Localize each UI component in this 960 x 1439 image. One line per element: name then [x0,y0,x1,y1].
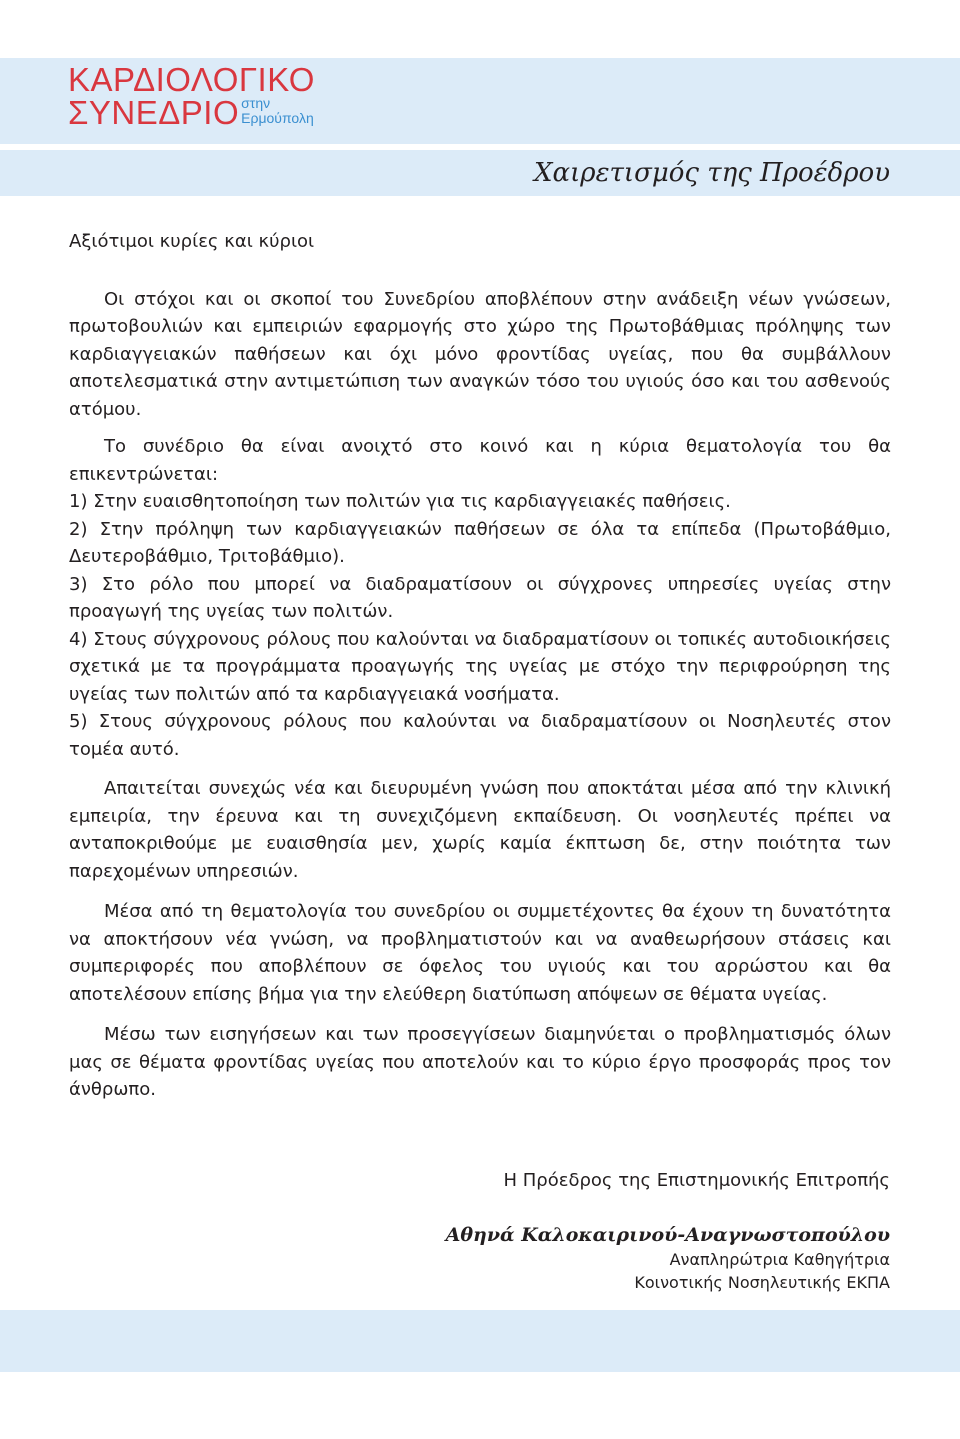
paragraph-4 [69,898,891,1008]
logo-line2: ΣΥΝΕΔΡΙΟ [68,94,240,131]
paragraph-5-text: Μέσω των εισηγήσεων και των προσεγγίσεων διαμηνύεται ο προβληματισμός όλων μας σε θέματα φροντίδας υγείας που αποτελούν και το κύριο έργο προσφοράς προς τον άνθρωπο. [69,1024,891,1100]
list-item: 5) Στους σύγχρονους ρόλους που καλούνται να διαδραματίσουν οι Νοσηλευτές στον τομέα αυτό. [69,711,891,760]
list-item: 1) Στην ευαισθητοποίηση των πολιτών για τις καρδιαγγειακές παθήσεις. [69,491,731,512]
page-title: Χαιρετισμός της Προέδρου [534,158,890,188]
footer-band [0,1310,960,1372]
list-item: 3) Στο ρόλο που μπορεί να διαδραματίσουν οι σύγχρονες υπηρεσίες υγείας στην προαγωγή της υγείας των πολιτών. [69,573,891,622]
greeting: Αξιότιμοι κυρίες και κύριοι [69,231,315,252]
paragraph-2-text: Το συνέδριο θα είναι ανοιχτό στο κοινό και η κύρια θεματολογία του θα επικεντρώνεται: [69,436,891,485]
paragraph-4-text: Μέσα από τη θεματολογία του συνεδρίου οι συμμετέχοντες θα έχουν τη δυνατότητα να αποκτήσουν νέα γνώση, να προβληματιστούν και να αναθεωρήσουν στάσεις και συμπεριφορές που αποβλέπουν σε όφελος του υγιούς και του αρρώστου και θα αποτελέσουν επίσης βήμα για την ελεύθερη διατύπωση απόψεων σε θέματα υγείας. [69,901,891,1005]
logo-location [241,96,314,130]
paragraph-3-text: Απαιτείται συνεχώς νέα και διευρυμένη γνώση που αποκτάται μέσα από την κλινική εμπειρία, την έρευνα και τη συνεχιζόμενη εκπαίδευση. Οι νοσηλευτές πρέπει να ανταποκριθούμε με ευαισθησία μεν, χωρίς καμία έκπτωση δε, στην ποιότητα των παρεχομένων υπηρεσιών. [69,778,891,882]
paragraph-5 [69,1021,891,1104]
paragraph-3 [69,775,891,885]
paragraph-2-intro [69,433,891,488]
list-item: 4) Στους σύγχρονους ρόλους που καλούνται να διαδραματίσουν οι τοπικές αυτοδιοικήσεις σχετικά με τα προγράμματα προαγωγής της υγείας με στόχο την περιφρούρηση της υγείας των πολιτών από τα καρδιαγγειακά νοσήματα. [69,628,891,705]
logo-small-1: στην [241,95,271,111]
signature-title-1: Αναπληρώτρια Καθηγήτρια [669,1250,890,1269]
logo-line1: ΚΑΡΔΙΟΛΟΓΙΚΟ [68,61,315,98]
paragraph-1-text: Οι στόχοι και οι σκοποί του Συνεδρίου αποβλέπουν στην ανάδειξη νέων γνώσεων, πρωτοβουλιών και εμπειριών εφαρμογής στο χώρο της Πρωτοβάθμιας πρόληψης των καρδιαγγειακών παθήσεων και όχι μόνο φροντίδας υγείας, που θα συμβάλλουν αποτελεσματικά στην αντιμετώπιση των αναγκών τόσο του υγιούς όσο και του ασθενούς ατόμου. [69,288,891,420]
logo-line2-row [68,96,315,130]
conference-logo [68,61,315,131]
signature-block [446,1168,890,1294]
logo-small-2: Ερμούπολη [241,110,314,126]
signature-name: Αθηνά Καλοκαιρινού-Αναγνωστοπούλου [445,1224,890,1246]
signature-role: Η Πρόεδρος της Επιστημονικής Επιτροπής [503,1170,890,1191]
signature-title-2: Κοινοτικής Νοσηλευτικής ΕΚΠΑ [634,1273,890,1292]
topics-section [69,433,891,763]
paragraph-1 [69,286,891,424]
list-item: 2) Στην πρόληψη των καρδιαγγειακών παθήσεων σε όλα τα επίπεδα (Πρωτοβάθμιο, Δευτεροβάθμιο, Τριτοβάθμιο). [69,518,891,567]
letter-body [69,228,891,1104]
